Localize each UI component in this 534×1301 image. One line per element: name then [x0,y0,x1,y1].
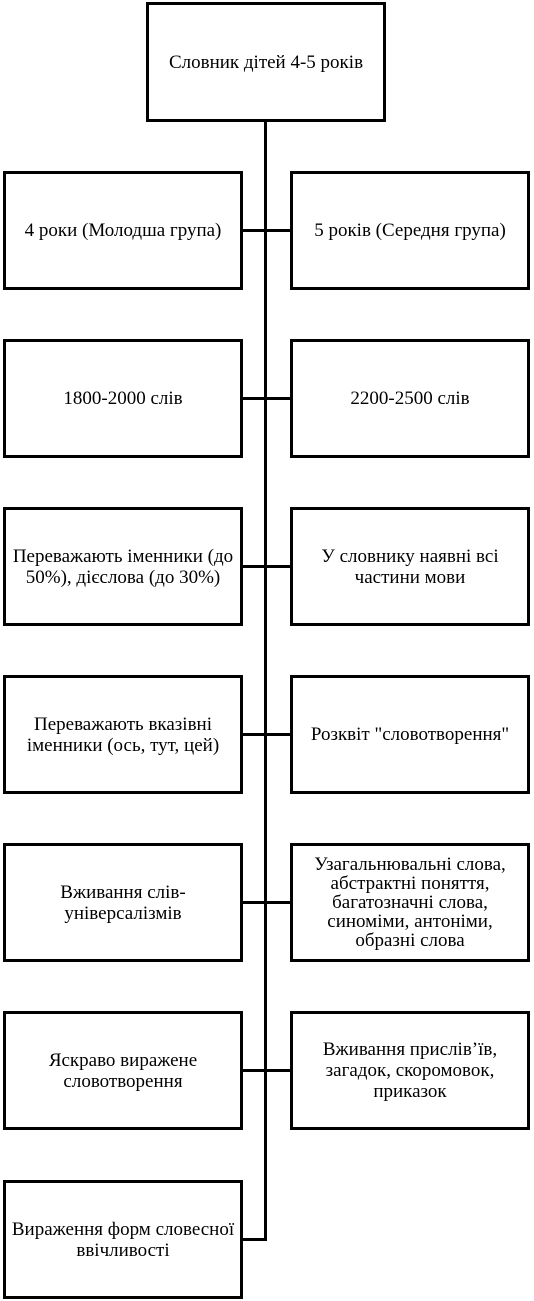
left-box-7 [3,1180,243,1299]
left-box-3-text: Переважають іменники (до 50%), дієслова (до 30%) [12,545,234,588]
left-box-4-text: Переважають вказівні іменники (ось, тут, цей) [26,713,220,756]
right-box-5 [290,843,530,962]
right-box-3 [290,507,530,626]
left-box-6-text: Яскраво виражене словотворення [48,1049,198,1092]
connector-row-1 [241,229,292,232]
right-box-4-text: Розквіт "словотворення" [310,724,510,745]
central-spine [264,120,267,1241]
right-box-2-text: 2200-2500 слів [350,388,470,409]
left-box-7-text: Вираження форм словесної ввічливості [11,1218,235,1261]
left-box-2-text: 1800-2000 слів [63,388,183,409]
right-box-3-text: У словнику наявні всі частини мови [321,545,499,588]
connector-row-2 [241,397,292,400]
left-box-4 [3,675,243,794]
left-box-2 [3,339,243,458]
right-box-4 [290,675,530,794]
left-box-5 [3,843,243,962]
left-box-3 [3,507,243,626]
connector-row-5 [241,901,292,904]
right-box-5-text: Узагальнювальні слова, абстрактні поняття, багатозначні слова, синоміми, антоніми, образні слова [314,854,506,951]
right-box-6-text: Вживання прислів’їв, загадок, скоромовок, приказок [322,1039,498,1102]
connector-row-7 [241,1238,267,1241]
left-box-1-text: 4 роки (Молодша група) [24,220,222,241]
right-box-2 [290,339,530,458]
left-box-5-text: Вживання слів-універсалізмів [60,881,186,924]
left-box-6 [3,1011,243,1130]
connector-row-3 [241,565,292,568]
right-box-1 [290,171,530,290]
right-box-6 [290,1011,530,1130]
left-box-1 [3,171,243,290]
connector-row-6 [241,1069,292,1072]
title-text: Словник дітей 4-5 років [168,51,364,73]
title-box [146,2,386,122]
connector-row-4 [241,733,292,736]
right-box-1-text: 5 років (Середня група) [314,220,506,241]
